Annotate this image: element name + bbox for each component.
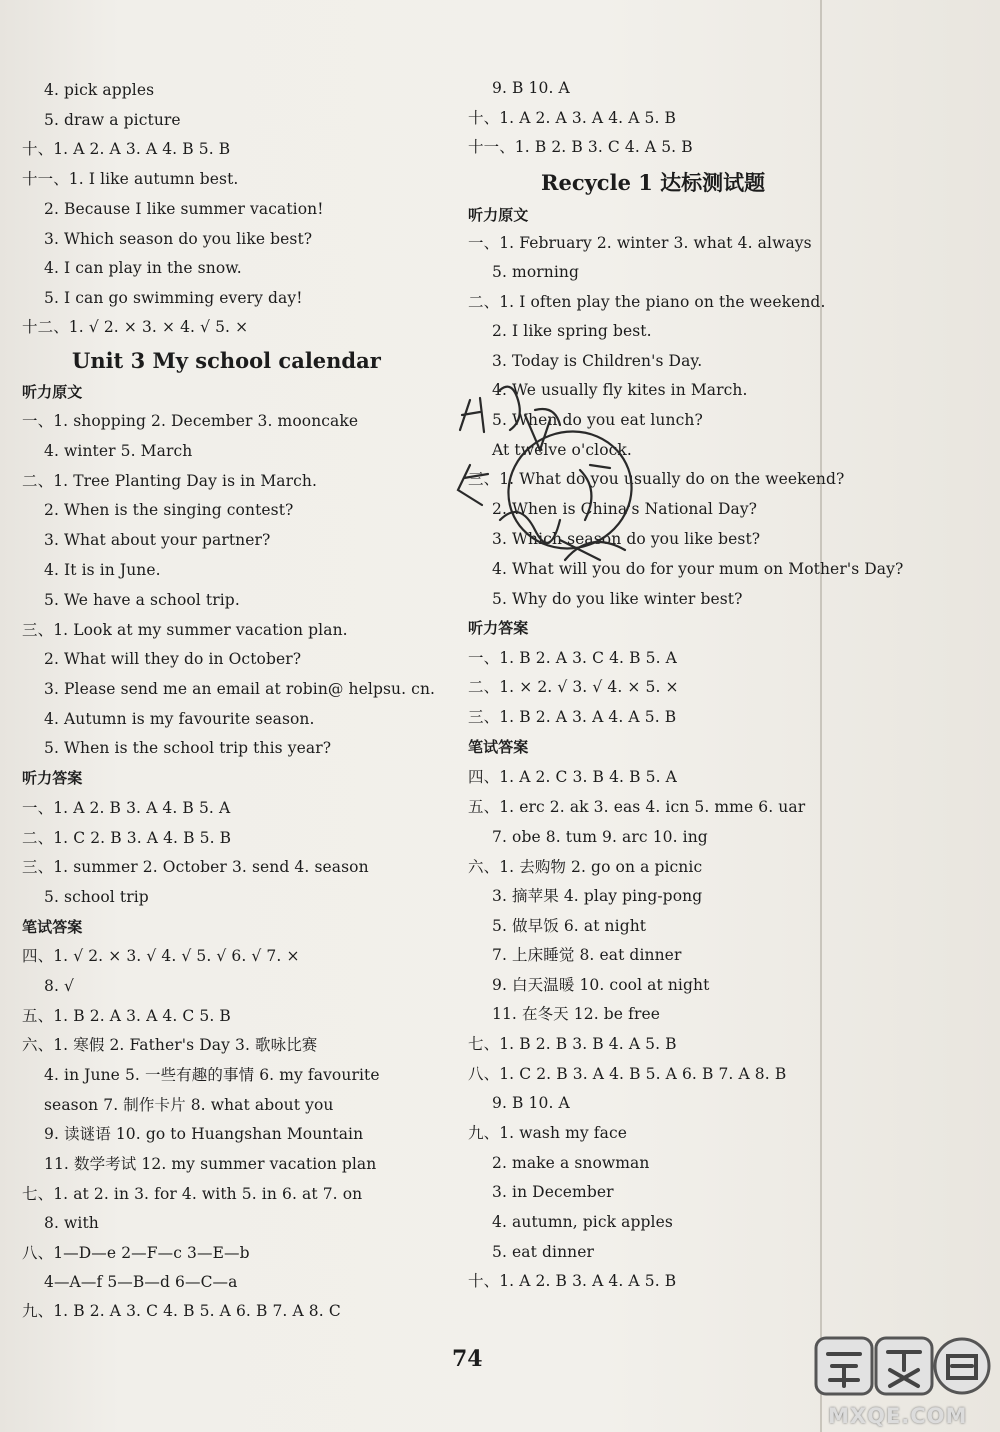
answer-line: 三、1. What do you usually do on the weekend?	[468, 470, 845, 488]
answer-line: 七、1. at 2. in 3. for 4. with 5. in 6. at 7. on	[22, 1185, 363, 1203]
answer-line: 九、1. wash my face	[468, 1124, 628, 1142]
answer-line: 3. 摘苹果 4. play ping-pong	[492, 887, 703, 905]
answer-line: 二、1. Tree Planting Day is in March.	[22, 472, 318, 490]
answer-line: 七、1. B 2. B 3. B 4. A 5. B	[468, 1035, 677, 1053]
answer-line: 3. in December	[492, 1183, 614, 1201]
answer-line: 八、1. C 2. B 3. A 4. B 5. A 6. B 7. A 8. B	[468, 1065, 787, 1083]
answer-line: 九、1. B 2. A 3. C 4. B 5. A 6. B 7. A 8. C	[22, 1302, 341, 1320]
answer-line: 4. I can play in the snow.	[44, 259, 242, 277]
answer-line: 5. eat dinner	[492, 1243, 595, 1261]
subsection-label: 笔试答案	[468, 738, 529, 756]
answer-line: 十、1. A 2. A 3. A 4. A 5. B	[468, 109, 677, 127]
watermark-logo	[812, 1330, 992, 1400]
answer-line: 9. B 10. A	[492, 1094, 570, 1112]
answer-line: 一、1. B 2. A 3. C 4. B 5. A	[468, 649, 677, 667]
answer-line: 二、1. I often play the piano on the weekend.	[468, 293, 826, 311]
answer-line: 4—A—f 5—B—d 6—C—a	[44, 1273, 238, 1291]
answer-line: 7. obe 8. tum 9. arc 10. ing	[492, 828, 708, 846]
page-number: 74	[452, 1346, 483, 1372]
answer-line: 2. make a snowman	[492, 1154, 650, 1172]
answer-line: 11. 数学考试 12. my summer vacation plan	[44, 1155, 377, 1173]
answer-line: 六、1. 去购物 2. go on a picnic	[468, 858, 703, 876]
answer-line: 六、1. 寒假 2. Father's Day 3. 歌咏比赛	[22, 1036, 318, 1054]
answer-line: 4. winter 5. March	[44, 442, 193, 460]
answer-line: 5. When do you eat lunch?	[492, 411, 703, 429]
answer-line: 2. What will they do in October?	[44, 650, 302, 668]
answer-line: 5. We have a school trip.	[44, 591, 240, 609]
subsection-label: 听力答案	[22, 769, 83, 787]
answer-line: 3. Which season do you like best?	[492, 530, 761, 548]
answer-line: At twelve o'clock.	[492, 441, 632, 459]
answer-line: 八、1—D—e 2—F—c 3—E—b	[22, 1244, 250, 1262]
answer-line: 9. 读谜语 10. go to Huangshan Mountain	[44, 1125, 364, 1143]
answer-line: 三、1. B 2. A 3. A 4. A 5. B	[468, 708, 677, 726]
section-heading: Recycle 1 达标测试题	[541, 170, 766, 195]
answer-line: 三、1. summer 2. October 3. send 4. season	[22, 858, 369, 876]
answer-line: 4. Autumn is my favourite season.	[44, 710, 315, 728]
answer-line: 3. Today is Children's Day.	[492, 352, 703, 370]
answer-line: 3. Which season do you like best?	[44, 230, 313, 248]
answer-line: 十、1. A 2. A 3. A 4. B 5. B	[22, 140, 231, 158]
answer-line: 5. draw a picture	[44, 111, 181, 129]
answer-line: 四、1. A 2. C 3. B 4. B 5. A	[468, 768, 677, 786]
answer-line: 4. autumn, pick apples	[492, 1213, 673, 1231]
section-heading: Unit 3 My school calendar	[72, 348, 381, 373]
answer-line: 一、1. shopping 2. December 3. mooncake	[22, 412, 359, 430]
answer-line: 十、1. A 2. B 3. A 4. A 5. B	[468, 1272, 677, 1290]
answer-line: 4. We usually fly kites in March.	[492, 381, 748, 399]
watermark-site-text: MXQE.COM	[828, 1404, 968, 1428]
answer-line: 三、1. Look at my summer vacation plan.	[22, 621, 348, 639]
answer-line: 2. When is the singing contest?	[44, 501, 294, 519]
answer-line: 5. Why do you like winter best?	[492, 590, 743, 608]
answer-line: 4. It is in June.	[44, 561, 161, 579]
subsection-label: 听力答案	[468, 619, 529, 637]
answer-line: 5. school trip	[44, 888, 149, 906]
answer-line: 二、1. × 2. √ 3. √ 4. × 5. ×	[468, 678, 679, 696]
answer-line: 4. What will you do for your mum on Mother's Day?	[492, 560, 904, 578]
answer-line: 3. Please send me an email at robin@ helpsu. cn.	[44, 680, 436, 698]
answer-line: 2. When is China's National Day?	[492, 500, 758, 518]
subsection-label: 听力原文	[22, 383, 83, 401]
handwritten-scribble	[440, 370, 670, 590]
answer-line: 2. Because I like summer vacation!	[44, 200, 324, 218]
answer-line: 十一、1. B 2. B 3. C 4. A 5. B	[468, 138, 693, 156]
answer-line: 十二、1. √ 2. × 3. × 4. √ 5. ×	[22, 318, 249, 336]
answer-line: 四、1. √ 2. × 3. √ 4. √ 5. √ 6. √ 7. ×	[22, 947, 300, 965]
answer-line: season 7. 制作卡片 8. what about you	[44, 1096, 334, 1114]
answer-line: 2. I like spring best.	[492, 322, 652, 340]
answer-line: 5. When is the school trip this year?	[44, 739, 332, 757]
answer-line: 五、1. B 2. A 3. A 4. C 5. B	[22, 1007, 231, 1025]
answer-line: 5. morning	[492, 263, 579, 281]
answer-line: 9. 白天温暖 10. cool at night	[492, 976, 710, 994]
subsection-label: 听力原文	[468, 206, 529, 224]
answer-line: 一、1. A 2. B 3. A 4. B 5. A	[22, 799, 231, 817]
answer-line: 一、1. February 2. winter 3. what 4. always	[468, 234, 812, 252]
subsection-label: 笔试答案	[22, 918, 83, 936]
answer-line: 5. I can go swimming every day!	[44, 289, 303, 307]
answer-line: 11. 在冬天 12. be free	[492, 1005, 660, 1023]
answer-line: 十一、1. I like autumn best.	[22, 170, 239, 188]
answer-line: 4. pick apples	[44, 81, 155, 99]
answer-line: 4. in June 5. 一些有趣的事情 6. my favourite	[44, 1066, 380, 1084]
answer-line: 5. 做早饭 6. at night	[492, 917, 647, 935]
answer-line: 3. What about your partner?	[44, 531, 271, 549]
answer-line: 二、1. C 2. B 3. A 4. B 5. B	[22, 829, 232, 847]
answer-line: 9. B 10. A	[492, 79, 570, 97]
answer-line: 8. √	[44, 977, 74, 995]
answer-line: 7. 上床睡觉 8. eat dinner	[492, 946, 682, 964]
answer-line: 五、1. erc 2. ak 3. eas 4. icn 5. mme 6. uar	[468, 798, 806, 816]
answer-line: 8. with	[44, 1214, 99, 1232]
page-fold-line	[820, 0, 822, 1432]
